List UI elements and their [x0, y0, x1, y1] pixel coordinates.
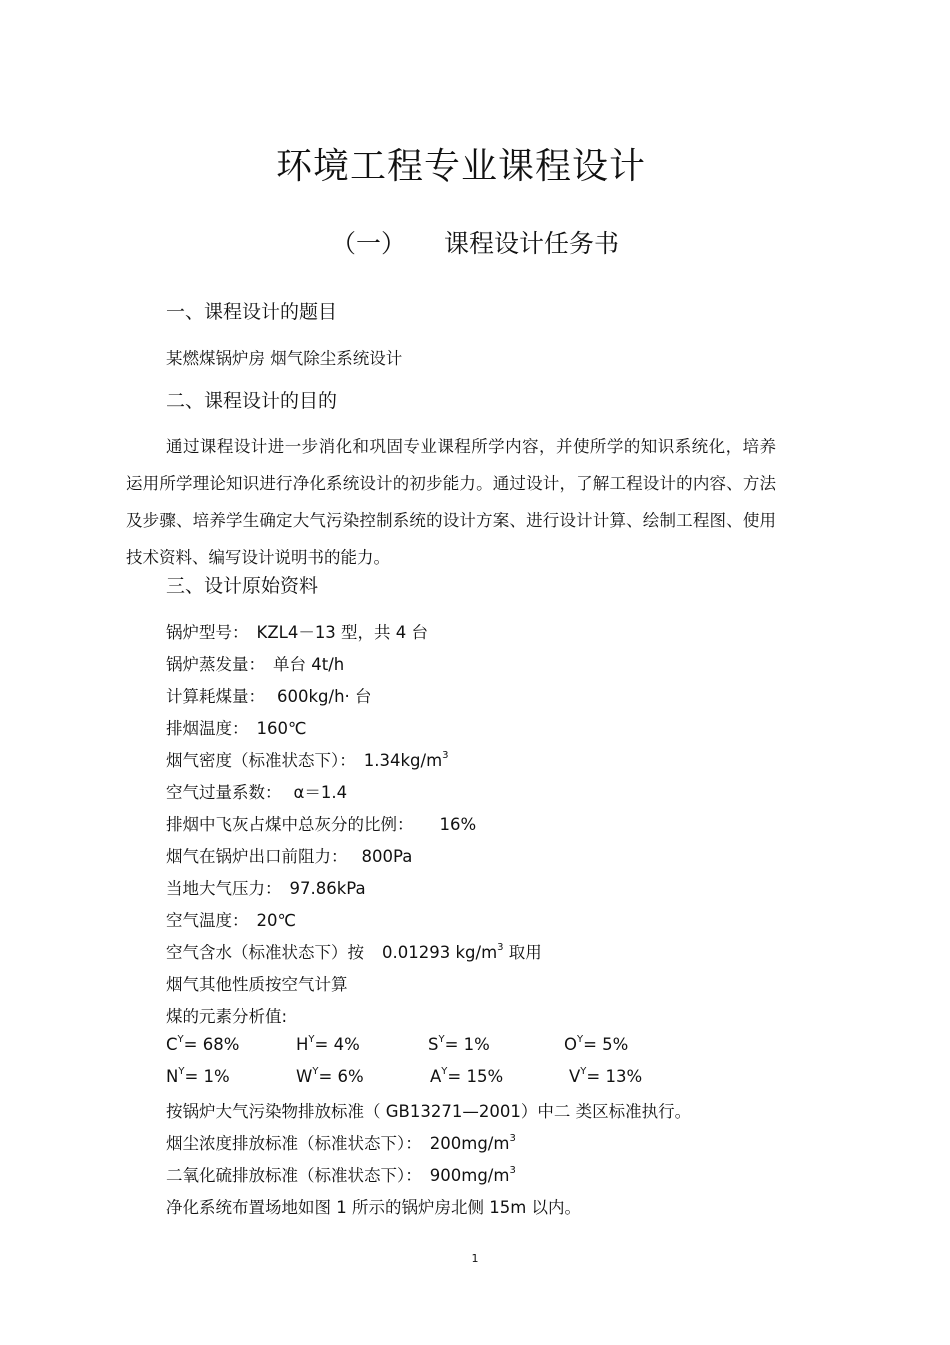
source-data-value: 20℃: [256, 911, 297, 930]
source-data-label: 当地大气压力：: [166, 879, 282, 898]
subtitle-text: 课程设计任务书: [444, 229, 620, 258]
source-data-label: 烟气其他性质按空气计算: [166, 975, 348, 994]
element-symbol: C: [166, 1035, 178, 1054]
element-sup: Y: [312, 1066, 319, 1077]
source-data-value: 160℃: [256, 719, 307, 738]
source-data-line: [166, 779, 347, 803]
element-percent: = 13%: [586, 1067, 643, 1086]
section2-paragraph: 通过课程设计进一步消化和巩固专业课程所学内容，并使所学的知识系统化，培养运用所学理论知识进行净化系统设计的初步能力。通过设计，了解工程设计的内容、方法及步骤、培养学生确定大气污染控制系统的设计方案、进行设计计算、绘制工程图、使用技术资料、编写设计说明书的能力。: [126, 437, 776, 567]
element-sup: Y: [441, 1066, 448, 1077]
element-value: [296, 1035, 360, 1054]
element-value: [166, 1067, 230, 1086]
element-value: [296, 1067, 364, 1086]
section3-heading: 三、设计原始资料: [166, 575, 319, 597]
source-data-label: 烟气密度（标准状态下）：: [166, 751, 356, 770]
element-analysis-row-2: [166, 1067, 686, 1089]
section2-heading: 二、课程设计的目的: [166, 390, 338, 412]
element-symbol: O: [564, 1035, 577, 1054]
element-value: [166, 1035, 239, 1054]
source-data-value: 800Pa: [361, 847, 413, 866]
emission-standard-line: 按锅炉大气污染物排放标准（ GB13271—2001）中二 类区标准执行。: [166, 1102, 692, 1121]
section1-heading: 一、课程设计的题目: [166, 301, 338, 323]
so2-standard-value: 900mg/m: [429, 1166, 510, 1185]
source-data-line: [166, 971, 348, 995]
element-symbol: A: [430, 1067, 442, 1086]
source-data-line: [166, 907, 296, 931]
source-data-line: [166, 651, 344, 675]
element-percent: = 5%: [583, 1035, 629, 1054]
source-data-line: [166, 811, 476, 835]
source-data-line: [166, 939, 542, 963]
source-data-label: 排烟温度：: [166, 719, 249, 738]
element-symbol: S: [428, 1035, 439, 1054]
source-data-value: 97.86kPa: [289, 879, 366, 898]
element-analysis-row-1: [166, 1035, 686, 1057]
source-data-label: 锅炉型号：: [166, 623, 249, 642]
element-percent: = 6%: [318, 1067, 364, 1086]
dust-standard-line: [166, 1130, 516, 1154]
element-value: [430, 1067, 503, 1086]
source-data-label: 煤的元素分析值:: [166, 1007, 288, 1026]
element-symbol: N: [166, 1067, 179, 1086]
element-percent: = 1%: [184, 1067, 230, 1086]
source-data-value: 单台 4t/h: [273, 655, 345, 674]
source-data-label: 空气过量系数：: [166, 783, 282, 802]
element-sup: Y: [580, 1066, 587, 1077]
element-sup: Y: [577, 1034, 584, 1045]
element-value: [569, 1067, 642, 1086]
page-number: 1: [471, 1252, 479, 1265]
source-data-value: 1.34kg/m: [363, 751, 443, 770]
source-data-value: α＝1.4: [293, 783, 348, 802]
dust-standard-sup: 3: [509, 1133, 516, 1144]
source-data-label: 空气含水（标准状态下）按: [166, 943, 364, 962]
element-sup: Y: [438, 1034, 445, 1045]
so2-standard-line: [166, 1162, 516, 1186]
source-data-label: 锅炉蒸发量：: [166, 655, 265, 674]
source-data-line: [166, 619, 428, 643]
source-data-label: 计算耗煤量：: [166, 687, 265, 706]
source-data-value: 16%: [439, 815, 477, 834]
element-value: [564, 1035, 628, 1054]
source-data-label: 排烟中飞灰占煤中总灰分的比例：: [166, 815, 414, 834]
subtitle-number: （一）: [330, 229, 406, 258]
element-symbol: W: [296, 1067, 313, 1086]
element-sup: Y: [177, 1034, 184, 1045]
so2-standard-sup: 3: [509, 1165, 516, 1176]
element-sup: Y: [178, 1066, 185, 1077]
element-symbol: V: [569, 1067, 581, 1086]
dust-standard-label: 烟尘浓度排放标准（标准状态下）：: [166, 1134, 422, 1153]
source-data-suffix: 取用: [503, 943, 542, 962]
element-value: [428, 1035, 490, 1054]
source-data-label: 烟气在锅炉出口前阻力：: [166, 847, 348, 866]
source-data-sup: 3: [442, 750, 449, 761]
site-layout-line: 净化系统布置场地如图 1 所示的锅炉房北侧 15m 以内。: [166, 1198, 582, 1217]
document-title: 环境工程专业课程设计: [275, 146, 646, 187]
element-percent: = 1%: [444, 1035, 490, 1054]
source-data-line: [166, 875, 366, 899]
element-sup: Y: [308, 1034, 315, 1045]
source-data-value: 600kg/h· 台: [277, 687, 372, 706]
dust-standard-value: 200mg/m: [429, 1134, 510, 1153]
element-symbol: H: [296, 1035, 309, 1054]
element-percent: = 4%: [314, 1035, 360, 1054]
source-data-line: [166, 747, 449, 771]
source-data-line: [166, 843, 412, 867]
source-data-sup: 3: [497, 942, 504, 953]
source-data-label: 空气温度：: [166, 911, 249, 930]
section1-topic: 某燃煤锅炉房 烟气除尘系统设计: [166, 349, 403, 368]
source-data-line: [166, 715, 307, 739]
so2-standard-label: 二氧化硫排放标准（标准状态下）：: [166, 1166, 422, 1185]
source-data-value: 0.01293 kg/m: [382, 943, 498, 962]
element-percent: = 15%: [447, 1067, 504, 1086]
document-subtitle: [0, 224, 950, 260]
source-data-line: [166, 683, 372, 707]
source-data-value: KZL4－13 型，共 4 台: [256, 623, 429, 642]
element-percent: = 68%: [183, 1035, 240, 1054]
source-data-line: [166, 1003, 287, 1027]
